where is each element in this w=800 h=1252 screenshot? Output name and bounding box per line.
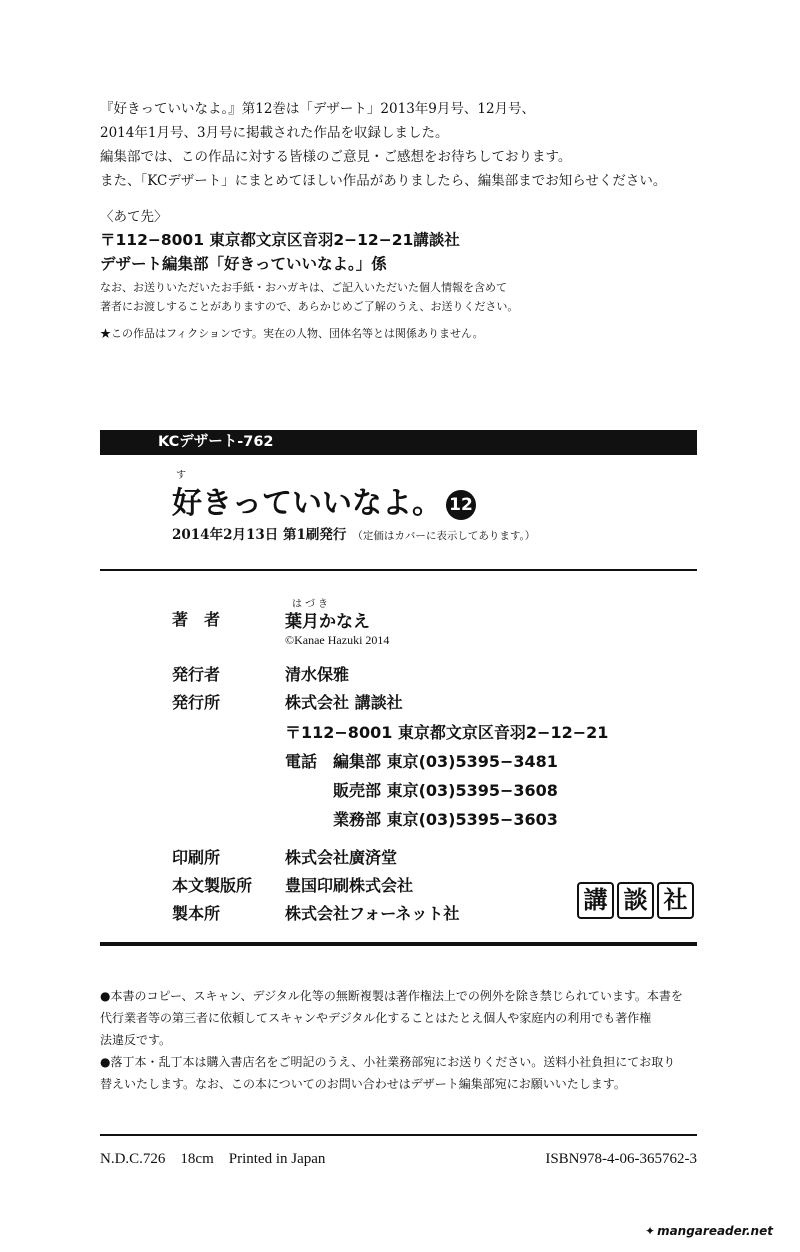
- phone-line: 編集部 東京(03)5395−3481: [333, 752, 558, 771]
- author-ruby: はづき: [292, 599, 331, 610]
- privacy-line: 著者にお渡しすることがありますので、あらかじめご了解のうえ、お送りください。: [100, 300, 519, 313]
- series-label: KCデザート-762: [158, 434, 274, 450]
- publisher-person: 清水保雅: [285, 665, 350, 684]
- publisher: 株式会社 講談社: [285, 693, 403, 712]
- address-line: デザート編集部「好きっていいなよ。」係: [100, 255, 387, 273]
- intro-line: また、「KCデザート」にまとめてほしい作品がありましたら、編集部までお知らせください。: [100, 173, 667, 189]
- typesetter: 豊国印刷株式会社: [285, 876, 414, 895]
- publisher-address: 〒112−8001 東京都文京区音羽2−12−21: [285, 723, 609, 742]
- title-ruby: す: [176, 470, 186, 481]
- logo-char: 談: [617, 882, 654, 919]
- binder: 株式会社フォーネット社: [285, 904, 460, 923]
- volume-badge: 12: [446, 490, 476, 520]
- intro-line: 2014年1月号、3月号に掲載された作品を収録しました。: [100, 125, 449, 141]
- publisher-label: 発行所: [172, 693, 221, 712]
- ndc-info: N.D.C.726 18cm Printed in Japan: [100, 1151, 326, 1167]
- isbn: ISBN978-4-06-365762-3: [545, 1151, 697, 1167]
- logo-char: 社: [657, 882, 694, 919]
- fiction-note: ★この作品はフィクションです。実在の人物、団体名等とは関係ありません。: [100, 327, 484, 340]
- divider: [100, 569, 697, 571]
- phone-line: 販売部 東京(03)5395−3608: [333, 781, 558, 800]
- intro-line: 編集部では、この作品に対する皆様のご意見・ご感想をお待ちしております。: [100, 149, 572, 165]
- watermark-icon: ✦: [645, 1224, 656, 1238]
- notice-line: ●本書のコピー、スキャン、デジタル化等の無断複製は著作権法上での例外を除き禁じられています。本書を: [100, 989, 683, 1003]
- publisher-person-label: 発行者: [172, 665, 221, 684]
- printer: 株式会社廣済堂: [285, 848, 398, 867]
- notice-line: 法違反です。: [100, 1033, 172, 1047]
- divider: [100, 1134, 697, 1136]
- book-title-text: 好きっていいなよ。: [172, 486, 442, 521]
- price-note: （定価はカバーに表示してあります。）: [352, 530, 536, 542]
- address-heading: 〈あて先〉: [100, 209, 168, 225]
- notice-line: 替えいたします。なお、この本についてのお問い合わせはデザート編集部宛にお願いいたします。: [100, 1077, 626, 1091]
- watermark-text: mangareader.net: [657, 1224, 773, 1238]
- phone-line: 業務部 東京(03)5395−3603: [333, 810, 558, 829]
- book-title: [172, 478, 476, 522]
- publication-date: [172, 523, 535, 543]
- date-text: 2014年2月13日 第1刷発行: [172, 527, 347, 543]
- address-line: 〒112−8001 東京都文京区音羽2−12−21講談社: [100, 231, 460, 249]
- author-name: 葉月かなえ: [285, 612, 370, 632]
- author-label: 著 者: [172, 610, 221, 629]
- privacy-line: なお、お送りいただいたお手紙・おハガキは、ご記入いただいた個人情報を含めて: [100, 281, 507, 294]
- series-bar: [100, 430, 697, 455]
- phone-label: 電話: [285, 752, 318, 771]
- logo-char: 講: [577, 882, 614, 919]
- divider: [100, 942, 697, 946]
- binder-label: 製本所: [172, 904, 221, 923]
- notice-line: ●落丁本・乱丁本は購入書店名をご明記のうえ、小社業務部宛にお送りください。送料小社負担にてお取り: [100, 1055, 676, 1069]
- intro-line: 『好きっていいなよ。』第12巻は「デザート」2013年9月号、12月号、: [100, 101, 536, 117]
- typesetter-label: 本文製版所: [172, 876, 253, 895]
- notice-line: 代行業者等の第三者に依頼してスキャンやデジタル化することはたとえ個人や家庭内の利用でも著作権: [100, 1011, 652, 1025]
- copyright: ©Kanae Hazuki 2014: [285, 633, 390, 647]
- printer-label: 印刷所: [172, 848, 221, 867]
- watermark: [645, 1224, 773, 1238]
